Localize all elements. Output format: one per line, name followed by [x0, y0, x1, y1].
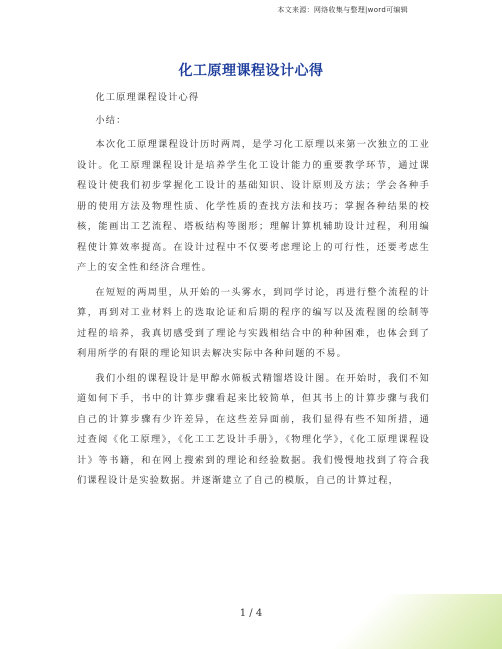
document-subtitle: 化工原理课程设计心得 [95, 92, 200, 103]
paragraph: 在短短的两周里，从开始的一头雾水，到同学讨论，再进行整个流程的计算，再到对工业材料上的选取论证和后期的程序的编写以及流程图的绘制等过程的培养，我真切感受到了理论与实践相结合中的种种困难，也体会到了利用所学的有限的理论知识去解决实际中各种问题的不易。 [77, 286, 430, 359]
paragraph: 本次化工原理课程设计历时两周，是学习化工原理以来第一次独立的工业设计。化工原理课程设计是培养学生化工设计能力的重要教学环节，通过课程设计使我们初步掌握化工设计的基础知识、设计原则及方法；学会各种手册的使用方法及物理性质、化学性质的查找方法和技巧；掌握各种结果的校核，能画出工艺流程、塔板结构等图形；理解计算机辅助设计过程，利用编程使计算效率提高。在设计过程中不仅要考虑理论上的可行性，还要考虑生产上的安全性和经济合理性。 [77, 139, 430, 273]
corner-decoration [272, 594, 502, 649]
document-title: 化工原理课程设计心得 [178, 63, 324, 79]
paragraph: 我们小组的课程设计是甲醇水筛板式精馏塔设计图。在开始时，我们不知道如何下手，书中的计算步骤看起来比较简单，但其书上的计算步骤与我们自己的计算步骤有少许差异，在这些差异面前，我们显得有些不知所措，通过查阅《化工原理》，《化工工艺设计手册》，《物理化学》，《化工原理课程设计》等书籍，和在网上搜索到的理论和经验数据。我们慢慢地找到了符合我们课程设计是实验数据。并逐渐建立了自己的模版，自己的计算过程， [77, 372, 430, 486]
page-number: 1 / 4 [239, 608, 263, 619]
document-body [77, 88, 430, 492]
header-source-note: 本文来源：网络收集与整理|word可编辑 [277, 6, 408, 14]
summary-label: 小结： [95, 114, 127, 126]
